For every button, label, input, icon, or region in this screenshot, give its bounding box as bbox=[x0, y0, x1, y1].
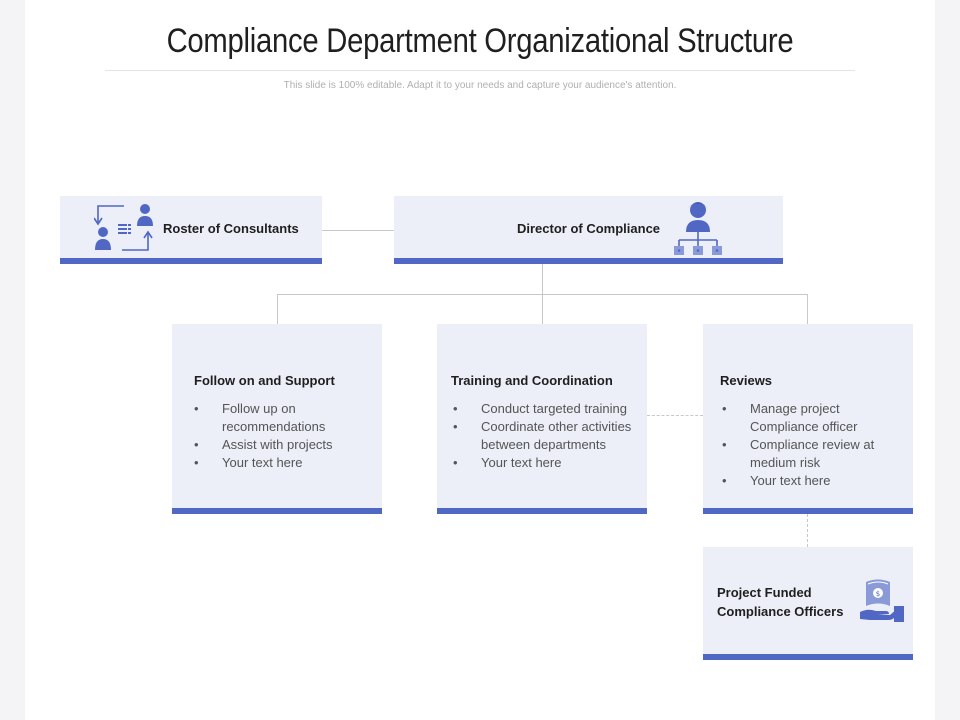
roster-label: Roster of Consultants bbox=[163, 221, 299, 236]
hierarchy-person-icon bbox=[671, 198, 725, 258]
bullet-item: • Coordinate other activities between departments bbox=[451, 418, 647, 454]
bullet-item: • Manage project Compliance officer bbox=[720, 400, 900, 436]
connector-horizontal bbox=[277, 294, 808, 295]
roster-accent-bar bbox=[60, 258, 322, 264]
bullet-item: • Assist with projects bbox=[192, 436, 372, 454]
project-funded-label bbox=[717, 583, 843, 621]
dashed-connector-reviews-project bbox=[807, 514, 808, 547]
card-training-coordination bbox=[437, 324, 647, 514]
director-label: Director of Compliance bbox=[517, 221, 661, 236]
bullet-list bbox=[192, 400, 372, 472]
page-subtitle: This slide is 100% editable. Adapt it to your needs and capture your audience's attention. bbox=[283, 80, 677, 91]
connector-roster-director bbox=[322, 230, 394, 231]
card-accent-bar bbox=[437, 508, 647, 514]
title-divider bbox=[105, 70, 855, 71]
project-funded-box bbox=[703, 547, 913, 660]
project-funded-line1: Project Funded bbox=[717, 585, 812, 600]
bullet-item: • Your text here bbox=[192, 454, 372, 472]
card-title: Follow on and Support bbox=[194, 373, 335, 388]
connector-to-card-3 bbox=[807, 294, 808, 324]
hand-money-icon bbox=[860, 578, 908, 624]
director-accent-bar bbox=[394, 258, 783, 264]
roster-exchange-icon bbox=[94, 202, 158, 258]
bullet-item: • Conduct targeted training bbox=[451, 400, 647, 418]
roster-box bbox=[60, 196, 322, 264]
svg-text:$: $ bbox=[875, 590, 881, 598]
director-box bbox=[394, 196, 783, 264]
bullet-item: • Follow up on recommendations bbox=[192, 400, 372, 436]
card-reviews bbox=[703, 324, 913, 514]
card-follow-on-support bbox=[172, 324, 382, 514]
project-funded-line2: Compliance Officers bbox=[717, 604, 844, 619]
bullet-list bbox=[720, 400, 900, 490]
page-title: Compliance Department Organizational Structure bbox=[166, 22, 794, 60]
project-funded-accent-bar bbox=[703, 654, 913, 660]
connector-to-card-1 bbox=[277, 294, 278, 324]
bullet-item: • Compliance review at medium risk bbox=[720, 436, 900, 472]
card-title: Reviews bbox=[720, 373, 773, 388]
card-title: Training and Coordination bbox=[451, 373, 613, 388]
bullet-list bbox=[451, 400, 647, 472]
bullet-item: • Your text here bbox=[451, 454, 647, 472]
bullet-item: • Your text here bbox=[720, 472, 900, 490]
dashed-connector-card2-card3 bbox=[647, 415, 703, 416]
card-accent-bar bbox=[703, 508, 913, 514]
card-accent-bar bbox=[172, 508, 382, 514]
